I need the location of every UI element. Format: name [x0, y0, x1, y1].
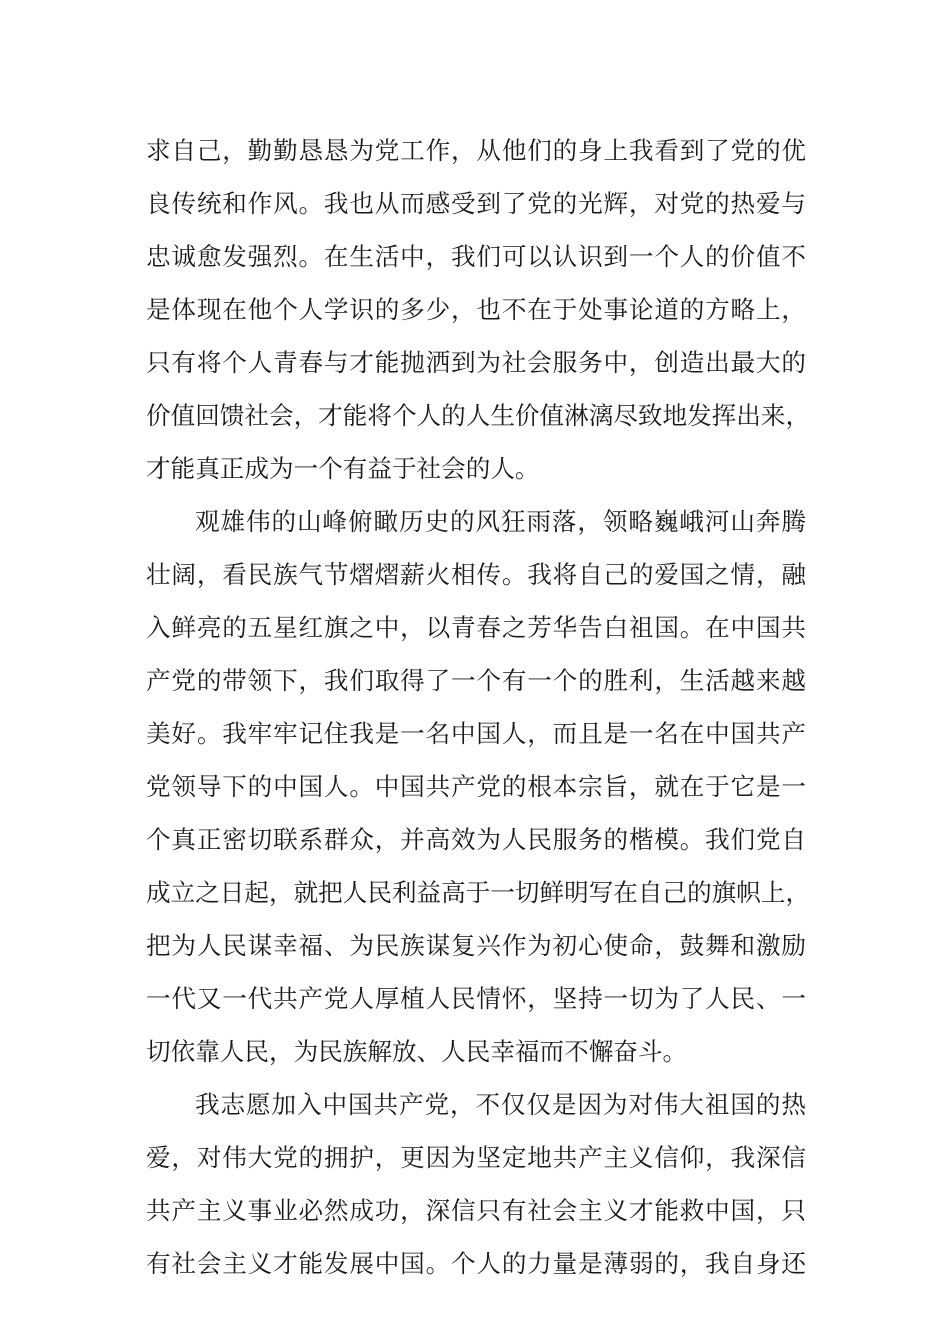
text-line: 壮阔，看民族气节熠熠薪火相传。我将自己的爱国之情，融 [146, 560, 806, 589]
text-line: 切依靠人民，为民族解放、人民幸福而不懈奋斗。 [146, 1037, 688, 1066]
text-line: 才能真正成为一个有益于社会的人。 [146, 454, 540, 483]
text-line: 美好。我牢牢记住我是一名中国人，而且是一名在中国共产 [146, 719, 806, 748]
text-line: 共产主义事业必然成功，深信只有社会主义才能救中国，只 [146, 1196, 806, 1225]
text-line: 成立之日起，就把人民利益高于一切鲜明写在自己的旗帜上， [146, 878, 811, 907]
text-line: 个真正密切联系群众，并高效为人民服务的楷模。我们党自 [146, 825, 806, 854]
text-line: 我志愿加入中国共产党，不仅仅是因为对伟大祖国的热 [195, 1090, 806, 1119]
text-line: 爱，对伟大党的拥护，更因为坚定地共产主义信仰，我深信 [146, 1143, 806, 1172]
text-line: 党领导下的中国人。中国共产党的根本宗旨，就在于它是一 [146, 772, 806, 801]
text-line: 把为人民谋幸福、为民族谋复兴作为初心使命，鼓舞和激励 [146, 931, 806, 960]
text-line: 求自己，勤勤恳恳为党工作，从他们的身上我看到了党的优 [146, 136, 806, 165]
text-line: 忠诚愈发强烈。在生活中，我们可以认识到一个人的价值不 [146, 242, 806, 271]
text-line: 价值回馈社会，才能将个人的人生价值淋漓尽致地发挥出来， [146, 401, 811, 430]
text-line: 良传统和作风。我也从而感受到了党的光辉，对党的热爱与 [146, 189, 806, 218]
paragraph [146, 495, 811, 1078]
text-line: 产党的带领下，我们取得了一个有一个的胜利，生活越来越 [146, 666, 806, 695]
paragraph [146, 1078, 806, 1290]
paragraph [146, 124, 811, 495]
text-line: 是体现在他个人学识的多少，也不在于处事论道的方略上， [146, 295, 806, 324]
text-line: 一代又一代共产党人厚植人民情怀，坚持一切为了人民、一 [146, 984, 806, 1013]
text-line: 有社会主义才能发展中国。个人的力量是薄弱的，我自身还 [146, 1249, 806, 1278]
text-line: 只有将个人青春与才能抛洒到为社会服务中，创造出最大的 [146, 348, 806, 377]
body-text [146, 124, 811, 1290]
text-line: 入鲜亮的五星红旗之中，以青春之芳华告白祖国。在中国共 [146, 613, 806, 642]
text-line: 观雄伟的山峰俯瞰历史的风狂雨落，领略巍峨河山奔腾 [195, 507, 806, 536]
